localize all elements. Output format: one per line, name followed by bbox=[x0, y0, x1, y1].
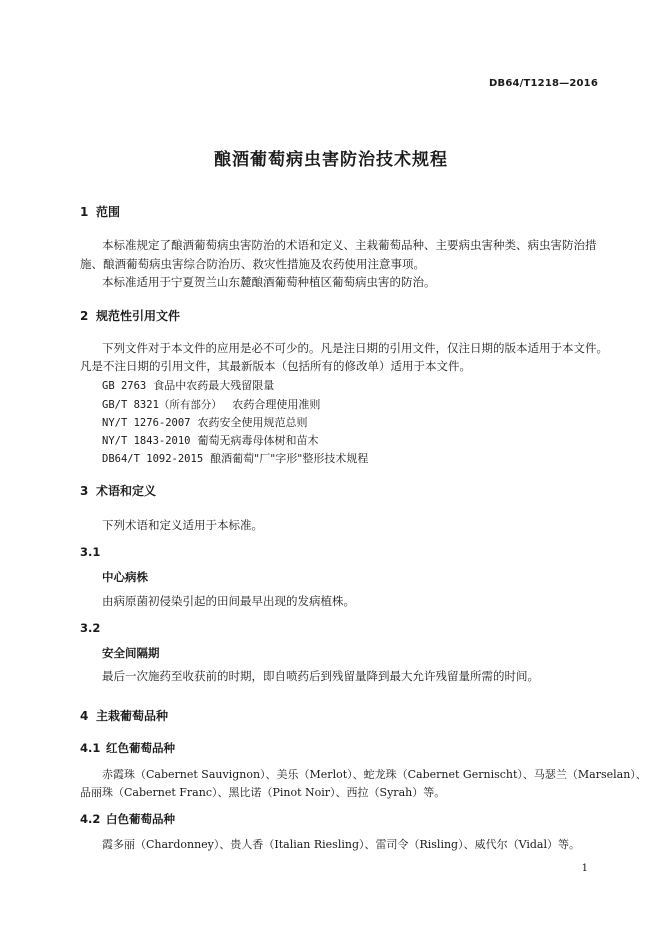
paragraph-line: 本标准适用于宁夏贺兰山东麓酿酒葡萄种植区葡萄病虫害的防治。 bbox=[102, 275, 436, 289]
section-title: 术语和定义 bbox=[96, 484, 157, 498]
section-1-heading bbox=[80, 203, 120, 220]
reference-item bbox=[102, 377, 274, 393]
subsection-4-2-heading bbox=[80, 811, 175, 827]
section-number: 1 bbox=[80, 205, 89, 219]
term-number: 3.2 bbox=[80, 621, 101, 635]
section-4-heading bbox=[80, 707, 168, 724]
paragraph-line: 本标准规定了酿酒葡萄病虫害防治的术语和定义、主栽葡萄品种、主要病虫害种类、病虫害防治措 bbox=[102, 238, 597, 252]
reference-item bbox=[102, 450, 368, 466]
reference-title: 酿酒葡萄"厂"字形"整形技术规程 bbox=[210, 452, 369, 465]
term-name: 安全间隔期 bbox=[102, 646, 160, 660]
paragraph-line: 品丽珠（Cabernet Franc）、黑比诺（Pinot Noir）、西拉（Syrah）等。 bbox=[80, 786, 446, 799]
reference-code: NY/T 1276-2007 bbox=[102, 417, 191, 429]
subsection-number: 4.1 bbox=[80, 741, 101, 755]
section-title: 主栽葡萄品种 bbox=[96, 709, 169, 723]
term-name: 中心病株 bbox=[102, 570, 148, 584]
reference-code: NY/T 1843-2010 bbox=[102, 435, 191, 447]
paragraph-line: 下列术语和定义适用于本标准。 bbox=[102, 518, 263, 532]
subsection-number: 4.2 bbox=[80, 812, 101, 826]
section-number: 2 bbox=[80, 309, 89, 323]
paragraph-line: 凡是不注日期的引用文件，其最新版本（包括所有的修改单）适用于本文件。 bbox=[80, 359, 471, 373]
reference-title: 农药安全使用规范总则 bbox=[197, 416, 308, 429]
reference-code: GB 2763 bbox=[102, 380, 147, 392]
reference-title: 食品中农药最大残留限量 bbox=[153, 379, 275, 392]
subsection-title: 白色葡萄品种 bbox=[106, 812, 175, 826]
paragraph-line: 施、酿酒葡萄病虫害综合防治历、救灾性措施及农药使用注意事项。 bbox=[80, 257, 425, 271]
reference-code: GB/T 8321（所有部分） bbox=[102, 399, 222, 411]
paragraph-line: 赤霞珠（Cabernet Sauvignon）、美乐（Merlot）、蛇龙珠（Cabernet Gernischt）、马瑟兰（Marselan）、 bbox=[102, 768, 647, 781]
term-number: 3.1 bbox=[80, 545, 101, 559]
section-title: 规范性引用文件 bbox=[96, 309, 181, 323]
reference-item bbox=[102, 414, 308, 430]
page-number: 1 bbox=[581, 863, 588, 874]
reference-code: DB64/T 1092-2015 bbox=[102, 453, 204, 465]
subsection-4-1-heading bbox=[80, 740, 175, 756]
term-definition: 最后一次施药至收获前的时期，即自喷药后到残留量降到最大允许残留量所需的时间。 bbox=[102, 669, 539, 683]
paragraph-line: 下列文件对于本文件的应用是必不可少的。凡是注日期的引用文件，仅注日期的版本适用于本文件。 bbox=[102, 341, 608, 355]
page-title: 酿酒葡萄病虫害防治技术规程 bbox=[214, 150, 448, 170]
section-number: 3 bbox=[80, 484, 89, 498]
reference-item bbox=[102, 432, 319, 448]
section-title: 范围 bbox=[96, 205, 121, 219]
term-definition: 由病原菌初侵染引起的田间最早出现的发病植株。 bbox=[102, 594, 355, 608]
section-number: 4 bbox=[80, 709, 89, 723]
section-2-heading bbox=[80, 307, 180, 324]
subsection-title: 红色葡萄品种 bbox=[106, 741, 175, 755]
reference-title: 农药合理使用准则 bbox=[232, 398, 321, 411]
doc-code-header: DB64/T1218—2016 bbox=[489, 78, 598, 89]
reference-title: 葡萄无病毒母体树和苗木 bbox=[197, 434, 319, 447]
section-3-heading bbox=[80, 482, 156, 499]
reference-item bbox=[102, 396, 320, 412]
paragraph-line: 霞多丽（Chardonney）、贵人香（Italian Riesling）、雷司令（Risling）、威代尔（Vidal）等。 bbox=[102, 838, 580, 851]
